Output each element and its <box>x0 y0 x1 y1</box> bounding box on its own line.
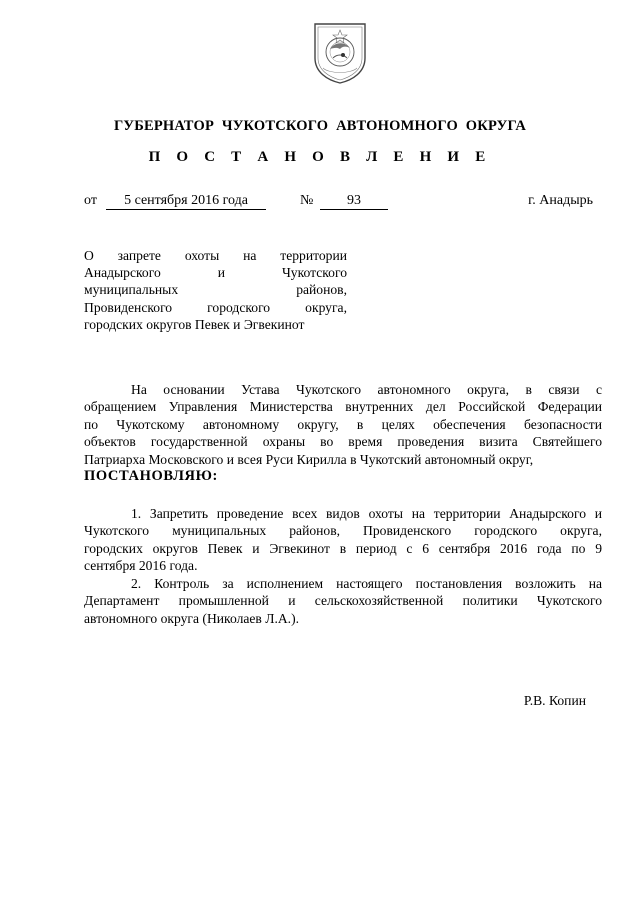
subject-line: О запрете охоты на территории <box>84 248 347 263</box>
signatory-name: Р.В. Копин <box>523 693 586 708</box>
document-place: г. Анадырь <box>528 193 593 208</box>
preamble-line: объектов государственной охраны во время проведения визита Святейшего <box>84 434 602 450</box>
preamble-line: по Чукотскому автономному округу, в целях обеспечения безопасности <box>84 416 602 432</box>
item1-line: Чукотского муниципальных районов, Провиденского городского округа, <box>84 523 602 539</box>
document-number-value: 93 <box>320 194 388 210</box>
document-number <box>320 193 388 210</box>
document-date <box>106 193 266 210</box>
authority-title: ГУБЕРНАТОР ЧУКОТСКОГО АВТОНОМНОГО ОКРУГА <box>113 118 527 134</box>
document-date-value: 5 сентября 2016 года <box>106 194 266 210</box>
item2-line: Департамент промышленной и сельскохозяйственной политики Чукотского <box>84 593 602 609</box>
preamble-line: Патриарха Московского и всея Руси Кирилла в Чукотский автономный округ, <box>84 451 534 467</box>
document-subject <box>84 247 347 333</box>
preamble-line: На основании Устава Чукотского автономного округа, в связи с <box>131 382 602 397</box>
number-label: № <box>300 193 314 208</box>
subject-line: Анадырского и Чукотского <box>84 265 347 281</box>
decree-item-2 <box>84 575 602 627</box>
decree-item-1 <box>84 505 602 575</box>
preamble-paragraph <box>84 381 602 468</box>
item2-line: автономного округа (Николаев Л.А.). <box>84 610 299 626</box>
subject-line: Провиденского городского округа, <box>84 299 347 315</box>
date-from-label: от <box>84 193 97 208</box>
preamble-line: обращением Управления Министерства внутренних дел Российской Федерации <box>84 399 602 415</box>
item1-line: сентября 2016 года. <box>84 558 198 574</box>
document-type-title: П О С Т А Н О В Л Е Н И Е <box>148 149 492 165</box>
item1-line: 1. Запретить проведение всех видов охоты на территории Анадырского и <box>131 506 602 521</box>
item1-line: городских округов Певек и Эгвекинот в период с 6 сентября 2016 года по 9 <box>84 540 602 556</box>
decree-heading: ПОСТАНОВЛЯЮ: <box>84 468 218 484</box>
coat-of-arms-emblem <box>309 18 371 84</box>
item2-line: 2. Контроль за исполнением настоящего постановления возложить на <box>131 576 602 591</box>
subject-line: городских округов Певек и Эгвекинот <box>84 316 305 332</box>
subject-line: муниципальных районов, <box>84 282 347 298</box>
